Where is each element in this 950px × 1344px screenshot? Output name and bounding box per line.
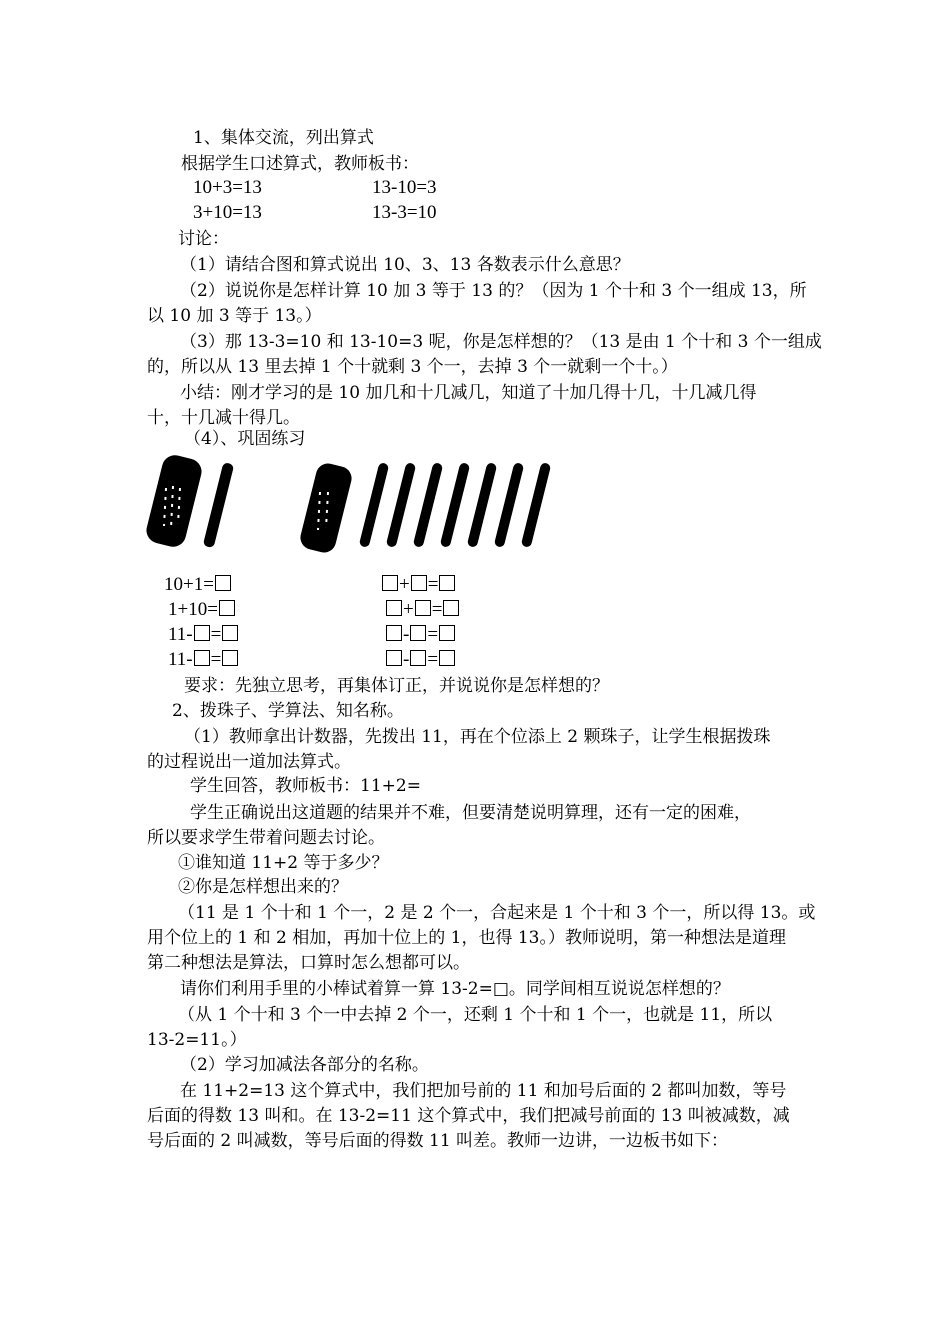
- equation: 3+10=13: [193, 202, 262, 223]
- counting-sticks-illustration: [140, 448, 560, 558]
- paragraph: 13-2=11。）: [147, 1030, 247, 1050]
- bundle-of-ten-icon: [144, 452, 205, 549]
- summary-line1: 小结：刚才学习的是 10 加几和十几减几，知道了十加几得十几，十几减几得: [180, 383, 757, 403]
- single-stick-icon: [467, 462, 498, 548]
- answer-box: [382, 575, 398, 591]
- discuss-label: 讨论：: [178, 229, 229, 249]
- answer-box: [386, 625, 402, 641]
- section2-heading: 2、拨珠子、学算法、知名称。: [172, 701, 404, 721]
- exercise-right: + =: [385, 599, 460, 621]
- paragraph: 用个位上的 1 和 2 相加，再加十位上的 1，也得 13。）教师说明，第一种想法是道理: [147, 928, 787, 948]
- exercise-left: 11- =: [168, 624, 239, 646]
- single-stick-icon: [494, 462, 525, 548]
- single-stick-icon: [521, 462, 552, 548]
- paragraph: 学生正确说出这道题的结果并不难，但要清楚说明算理，还有一定的困难，: [190, 803, 751, 823]
- answer-box: [194, 650, 210, 666]
- exercise-left: 10+1=: [164, 574, 232, 596]
- answer-box: [222, 625, 238, 641]
- section1-heading: 1、集体交流，列出算式: [193, 128, 374, 148]
- answer-box: [194, 625, 210, 641]
- single-stick-icon: [440, 462, 471, 548]
- single-stick-icon: [413, 462, 444, 548]
- practice-label: （4）、巩固练习: [184, 429, 306, 449]
- paragraph: 后面的得数 13 叫和。在 13-2=11 这个算式中，我们把减号前面的 13 叫被减数，减: [147, 1106, 790, 1126]
- paragraph: 的过程说出一道加法算式。: [147, 752, 351, 772]
- equation: 13-10=3: [372, 177, 437, 198]
- answer-box: [215, 575, 231, 591]
- answer-box: [219, 600, 235, 616]
- question-2-line2: 以 10 加 3 等于 13。）: [147, 306, 322, 326]
- paragraph: 号后面的 2 叫减数，等号后面的得数 11 叫差。教师一边讲，一边板书如下：: [147, 1131, 729, 1151]
- exercise-left: 11- =: [168, 649, 239, 671]
- answer-box: [386, 600, 402, 616]
- question-3-line1: （3）那 13-3=10 和 13-10=3 呢，你是怎样想的？（13 是由 1 个十和 3 个一组成: [180, 332, 822, 352]
- answer-box: [415, 600, 431, 616]
- paragraph: 请你们利用手里的小棒试着算一算 13-2=□。同学间相互说说怎样想的？: [180, 979, 730, 999]
- answer-box: [439, 575, 455, 591]
- paragraph: （11 是 1 个十和 1 个一，2 是 2 个一，合起来是 1 个十和 3 个一，所以得 13。或: [178, 903, 816, 923]
- exercise-left: 1+10=: [168, 599, 236, 621]
- paragraph: 所以要求学生带着问题去讨论。: [147, 828, 385, 848]
- exercise-right: - =: [385, 649, 456, 671]
- answer-box: [222, 650, 238, 666]
- exercise-right: - =: [385, 624, 456, 646]
- answer-box: [439, 650, 455, 666]
- paragraph: 在 11+2=13 这个算式中，我们把加号前的 11 和加号后面的 2 都叫加数，等号: [180, 1081, 787, 1101]
- answer-box: [410, 625, 426, 641]
- section1-intro: 根据学生口述算式，教师板书：: [181, 154, 419, 174]
- answer-box: [410, 650, 426, 666]
- paragraph: （1）教师拿出计数器，先拨出 11，再在个位添上 2 颗珠子，让学生根据拨珠: [184, 727, 771, 747]
- single-stick-icon: [359, 462, 390, 548]
- requirement: 要求：先独立思考，再集体订正，并说说你是怎样想的？: [184, 676, 609, 696]
- question-2-line1: （2）说说你是怎样计算 10 加 3 等于 13 的？（因为 1 个十和 3 个一组成 13，所: [180, 281, 807, 301]
- paragraph: 第二种想法是算法，口算时怎么想都可以。: [147, 953, 470, 973]
- answer-box: [386, 650, 402, 666]
- equation: 13-3=10: [372, 202, 437, 223]
- paragraph: 学生回答，教师板书：11+2=: [190, 776, 421, 796]
- question-circled-1: ①谁知道 11+2 等于多少？: [178, 853, 389, 873]
- answer-box: [411, 575, 427, 591]
- summary-line2: 十，十几减十得几。: [147, 408, 300, 428]
- paragraph: （从 1 个十和 3 个一中去掉 2 个一，还剩 1 个十和 1 个一，也就是 11，所以: [178, 1005, 773, 1025]
- single-stick-icon: [203, 462, 234, 548]
- bundle-of-ten-icon: [298, 461, 354, 555]
- question-3-line2: 的，所以从 13 里去掉 1 个十就剩 3 个一，去掉 3 个一就剩一个十。）: [147, 357, 678, 377]
- exercise-right: + =: [381, 574, 456, 596]
- equation: 10+3=13: [193, 177, 262, 198]
- question-circled-2: ②你是怎样想出来的？: [178, 877, 348, 897]
- answer-box: [443, 600, 459, 616]
- subheading: （2）学习加减法各部分的名称。: [180, 1055, 429, 1075]
- question-1: （1）请结合图和算式说出 10、3、13 各数表示什么意思？: [180, 255, 630, 275]
- single-stick-icon: [386, 462, 417, 548]
- answer-box: [439, 625, 455, 641]
